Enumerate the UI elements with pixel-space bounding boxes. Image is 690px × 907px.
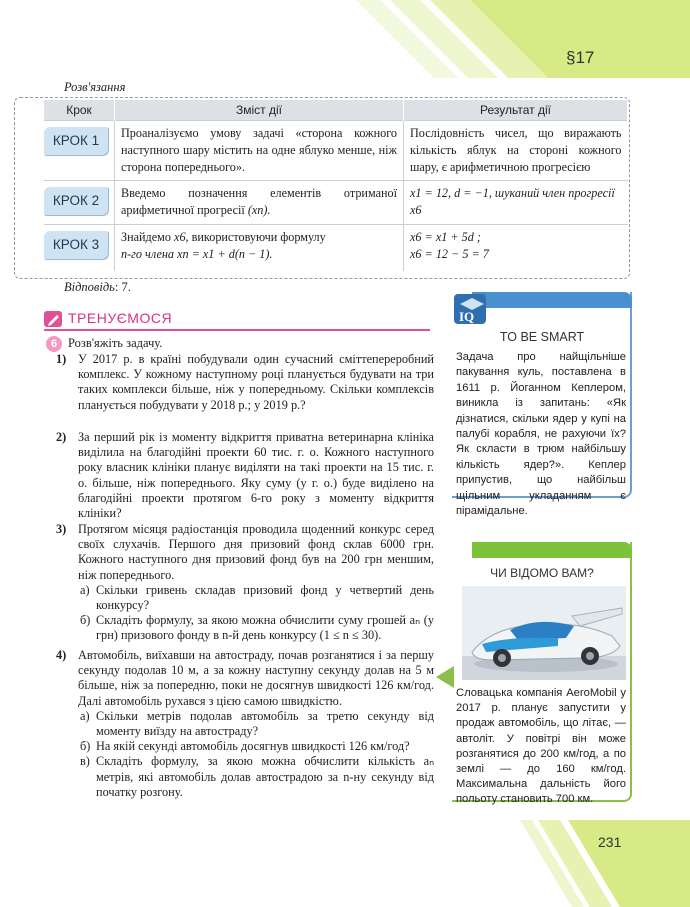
sub-text: На якій секунді автомобіль досягнув швидкості 126 км/год?	[96, 739, 410, 754]
item-number: 3)	[56, 522, 67, 536]
sub-label: а)	[80, 708, 90, 723]
table-row	[44, 225, 628, 271]
step-badge: КРОК 3	[44, 231, 108, 259]
header-decoration	[0, 0, 690, 90]
step-result-math: x6	[410, 203, 422, 217]
item-number: 2)	[56, 430, 67, 444]
step-formula: xn = x1 + d(n − 1).	[177, 247, 273, 261]
answer	[64, 280, 131, 295]
smart-box-title: TO BE SMART	[499, 330, 585, 344]
step-result-line1: x6 = x1 + 5d ;	[410, 230, 481, 244]
step-result: x1 = 12, d = −1, шуканий член прогресії	[410, 186, 615, 200]
step-content: Знайдемо	[121, 230, 171, 244]
table-row	[44, 181, 628, 225]
step-content: Проаналізуємо умову задачі «сторона кожного наступного шару містить на одне яблуко менше, ніж сторона попереднього».	[115, 121, 404, 181]
page-number: 231	[598, 834, 622, 850]
step-badge: КРОК 1	[44, 127, 108, 155]
solution-table	[44, 100, 628, 271]
step-result-line2: x6 = 12 − 5 = 7	[410, 247, 489, 261]
did-you-know-title: ЧИ ВІДОМО ВАМ?	[490, 566, 594, 580]
task-intro: Розв'яжіть задачу.	[68, 336, 163, 350]
item-text: За перший рік із моменту відкриття приватна ветеринарна клініка виділила на благодійні проекти 60 тис. г. о. Кожного наступного року власник клініки планує виділяти на такі проекти на 15 тис. г. о. більше, ніж попереднього. Яку суму (у г. о.) буде виділено на благодійні проекти протягом 6-го року з моменту відкриття клініки?	[78, 430, 434, 521]
answer-label: Відповідь	[64, 280, 115, 294]
sub-text: Скільки метрів подолав автомобіль за третю секунду від моменту виїзду на автостраду?	[96, 708, 434, 739]
step-content-math: (xn).	[247, 203, 271, 217]
step-result: Послідовність чисел, що виражають кількість яблук на стороні кожного шару, є арифметичною прогресією	[404, 121, 628, 181]
list-item	[56, 352, 434, 413]
column-header-content: Зміст дії	[115, 100, 404, 121]
sub-text: Скільки гривень складав призовий фонд у четвертий день конкурсу?	[96, 582, 434, 613]
smart-box-bar	[472, 292, 632, 308]
sub-item	[78, 754, 434, 800]
sub-item	[78, 583, 434, 613]
step-badge: КРОК 2	[44, 187, 108, 215]
did-you-know-text: Словацька компанія AeroMobil у 2017 р. планує запустити у продаж автомобіль, що літає, — автоліт. У повітрі він може розганятися до 200 км/год, а по землі — до 160 км/год. Максимальна дальність його польоту становить 700 км.	[456, 687, 626, 806]
task-number-badge: 6	[46, 336, 62, 352]
sub-label: а)	[80, 582, 90, 597]
smart-box-text: Задача про найщільніше пакування куль, поставлена в 1611 р. Йоганном Кеплером, виникла із запитань: «Як дізнатися, скільки ядер у купі на палубі корабля, не рахуючи їх? Як скласти в трюм найбільшу кількість ядер?». Кеплер припустив, що найбільш щільним укладанням є пірамідальне.	[456, 351, 626, 518]
box-pointer-icon	[436, 666, 454, 688]
item-text: Автомобіль, виїхавши на автостраду, почав розганятися і за першу секунду подолав 10 м, а за кожну наступну секунду долав на 5 м більше, ніж за попередню, поки не досягнув швидкості 126 км/год. Далі автомобіль рухався з цією самою швидкістю.	[78, 648, 434, 708]
sub-text: Складіть формулу, за якою можна обчислити суму грошей aₙ (у грн) призового фонду в n-й день конкурсу (1 ≤ n ≤ 30).	[96, 613, 434, 643]
pencil-icon	[44, 309, 64, 329]
table-row	[44, 121, 628, 181]
iq-text: IQ	[459, 309, 475, 324]
solution-label: Розв'язання	[64, 80, 126, 94]
table-header-row	[44, 100, 628, 121]
step-content-var: x6	[174, 230, 186, 244]
answer-value: : 7.	[114, 280, 131, 294]
list-item	[56, 522, 434, 644]
list-item	[56, 430, 434, 521]
sub-label: б)	[80, 739, 91, 754]
item-number: 1)	[56, 352, 67, 366]
item-text: У 2017 р. в країні побудували один сучасний сміттепереробний комплекс. У кожному наступному році планується будувати на три таких комплекси більше, ніж у попередньому. Скільки комплексів планується побудувати у 2018 р.; у 2019 р.?	[78, 352, 434, 412]
item-number: 4)	[56, 648, 67, 662]
step-content-b: , використовуючи формулу	[185, 230, 326, 244]
flying-car-photo	[462, 586, 626, 680]
sub-item	[78, 709, 434, 739]
sub-label: б)	[80, 613, 91, 628]
sub-text: Складіть формулу, за якою можна обчислити кількість aₙ метрів, які автомобіль долав автострадою за n-ну секунду від початку розгону.	[96, 754, 434, 799]
sub-label: в)	[80, 754, 90, 769]
did-you-know-bar	[472, 542, 632, 558]
training-title: ТРЕНУЄМОСЯ	[68, 310, 173, 326]
item-text: Протягом місяця радіостанція проводила щоденний конкурс серед своїх слухачів. Першого дня призовий фонд склав 6000 грн. Кожного наступного дня призовий фонд був на 200 грн меншим, ніж попереднього.	[78, 522, 434, 582]
list-item	[56, 648, 434, 800]
section-number: §17	[566, 48, 595, 67]
column-header-result: Результат дії	[404, 100, 628, 121]
graduation-cap-icon	[452, 292, 488, 326]
step-content: Введемо позначення елементів отриманої арифметичної прогресії	[121, 186, 397, 217]
sub-item	[78, 613, 434, 643]
column-header-step: Крок	[44, 100, 115, 121]
step-content-c: n-го члена	[121, 247, 175, 261]
sub-item	[78, 739, 434, 754]
